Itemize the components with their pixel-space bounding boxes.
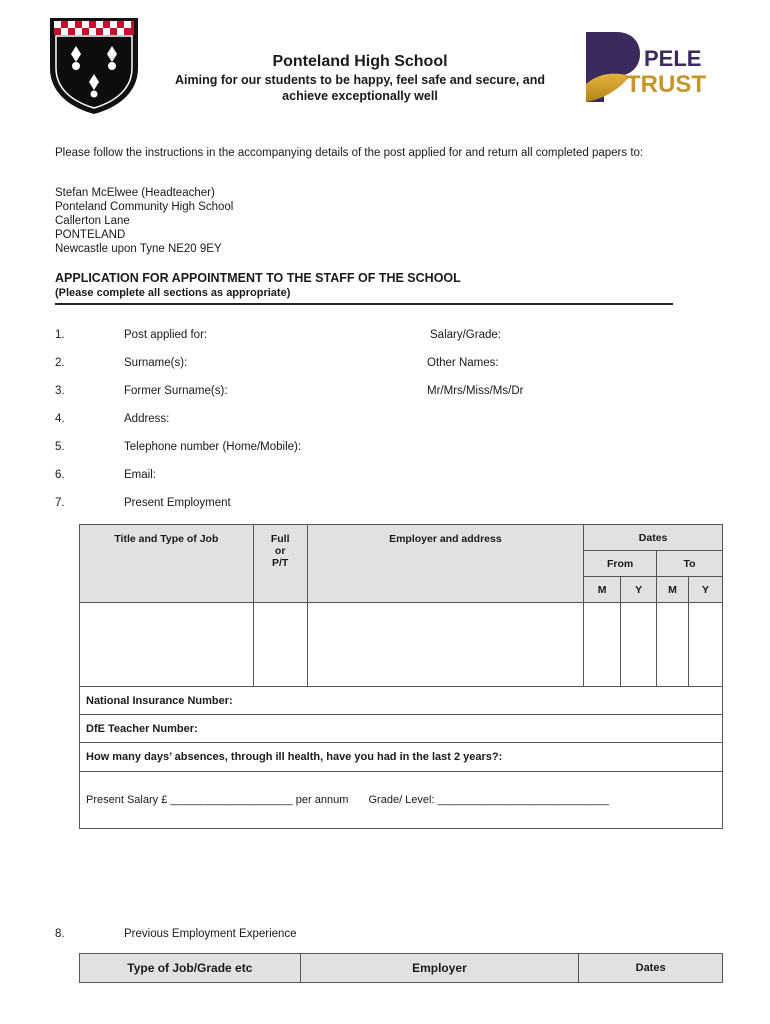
to-month-cell[interactable] — [657, 603, 689, 687]
address-line: Ponteland Community High School — [55, 201, 234, 213]
col-header-employer: Employer and address — [307, 525, 584, 603]
full-text: Full — [270, 533, 290, 545]
salary-grade-label: Salary/Grade: — [430, 329, 501, 341]
address-line: PONTELAND — [55, 229, 126, 241]
col-header-dates: Dates — [584, 525, 723, 551]
former-surname-label: Former Surname(s): — [124, 385, 228, 397]
other-names-label: Other Names: — [427, 357, 499, 369]
address-line: Callerton Lane — [55, 215, 130, 227]
col-header-from-month: M — [584, 577, 621, 603]
question-number: 4. — [55, 413, 65, 425]
col-header-from-year: Y — [621, 577, 657, 603]
instructions-text: Please follow the instructions in the accompanying details of the post applied for and return all completed papers to: — [55, 147, 644, 159]
present-employment-table — [79, 524, 723, 829]
heading-divider — [55, 303, 673, 305]
col-header-to-year: Y — [689, 577, 723, 603]
pele-trust-logo — [582, 28, 722, 108]
grade-level-field[interactable]: Grade/ Level: ____________________________ — [368, 794, 609, 806]
logo-text-pele: PELE — [644, 46, 702, 71]
col-header-prev-dates: Dates — [579, 954, 723, 983]
tagline-line-1: Aiming for our students to be happy, feel safe and secure, and — [175, 73, 545, 87]
question-number: 1. — [55, 329, 65, 341]
application-subheading: (Please complete all sections as appropriate) — [55, 287, 291, 299]
dfe-number-field[interactable]: DfE Teacher Number: — [80, 715, 723, 743]
employer-address-cell[interactable] — [307, 603, 584, 687]
col-header-job-type: Type of Job/Grade etc — [80, 954, 301, 983]
job-title-cell[interactable] — [80, 603, 254, 687]
from-month-cell[interactable] — [584, 603, 621, 687]
school-crest-logo — [48, 16, 140, 116]
telephone-label: Telephone number (Home/Mobile): — [124, 441, 302, 453]
from-year-cell[interactable] — [621, 603, 657, 687]
employment-entry-row — [80, 603, 723, 687]
full-part-time-cell[interactable] — [253, 603, 307, 687]
address-line: Newcastle upon Tyne NE20 9EY — [55, 243, 222, 255]
post-applied-label: Post applied for: — [124, 329, 208, 341]
previous-employment-label: Previous Employment Experience — [124, 928, 297, 940]
school-tagline — [140, 72, 580, 104]
col-header-full-part-time — [253, 525, 307, 603]
application-heading: APPLICATION FOR APPOINTMENT TO THE STAFF OF THE SCHOOL — [55, 271, 461, 285]
question-number: 5. — [55, 441, 65, 453]
logo-text-trust: TRUST — [626, 71, 706, 98]
salary-grade-row[interactable] — [80, 772, 723, 829]
school-name: Ponteland High School — [272, 53, 448, 70]
pt-text: P/T — [271, 557, 289, 569]
ni-number-field[interactable]: National Insurance Number: — [80, 687, 723, 715]
absences-field[interactable]: How many days’ absences, through ill health, have you had in the last 2 years?: — [80, 743, 723, 772]
return-address — [55, 186, 455, 256]
or-text: or — [274, 545, 286, 557]
col-header-from: From — [584, 551, 657, 577]
email-label: Email: — [124, 469, 156, 481]
col-header-to: To — [657, 551, 723, 577]
question-number: 6. — [55, 469, 65, 481]
previous-employment-table — [79, 953, 723, 983]
title-options-label: Mr/Mrs/Miss/Ms/Dr — [427, 385, 524, 397]
to-year-cell[interactable] — [689, 603, 723, 687]
present-salary-field[interactable]: Present Salary £ ____________________ per annum — [86, 794, 349, 806]
question-number: 2. — [55, 357, 65, 369]
col-header-job-title: Title and Type of Job — [80, 525, 254, 603]
col-header-to-month: M — [657, 577, 689, 603]
question-number: 7. — [55, 497, 65, 509]
tagline-line-2: achieve exceptionally well — [282, 89, 438, 103]
address-line: Stefan McElwee (Headteacher) — [55, 187, 215, 199]
question-number: 8. — [55, 928, 65, 940]
surname-label: Surname(s): — [124, 357, 188, 369]
question-number: 3. — [55, 385, 65, 397]
col-header-prev-employer: Employer — [300, 954, 579, 983]
present-employment-label: Present Employment — [124, 497, 231, 509]
address-label: Address: — [124, 413, 170, 425]
